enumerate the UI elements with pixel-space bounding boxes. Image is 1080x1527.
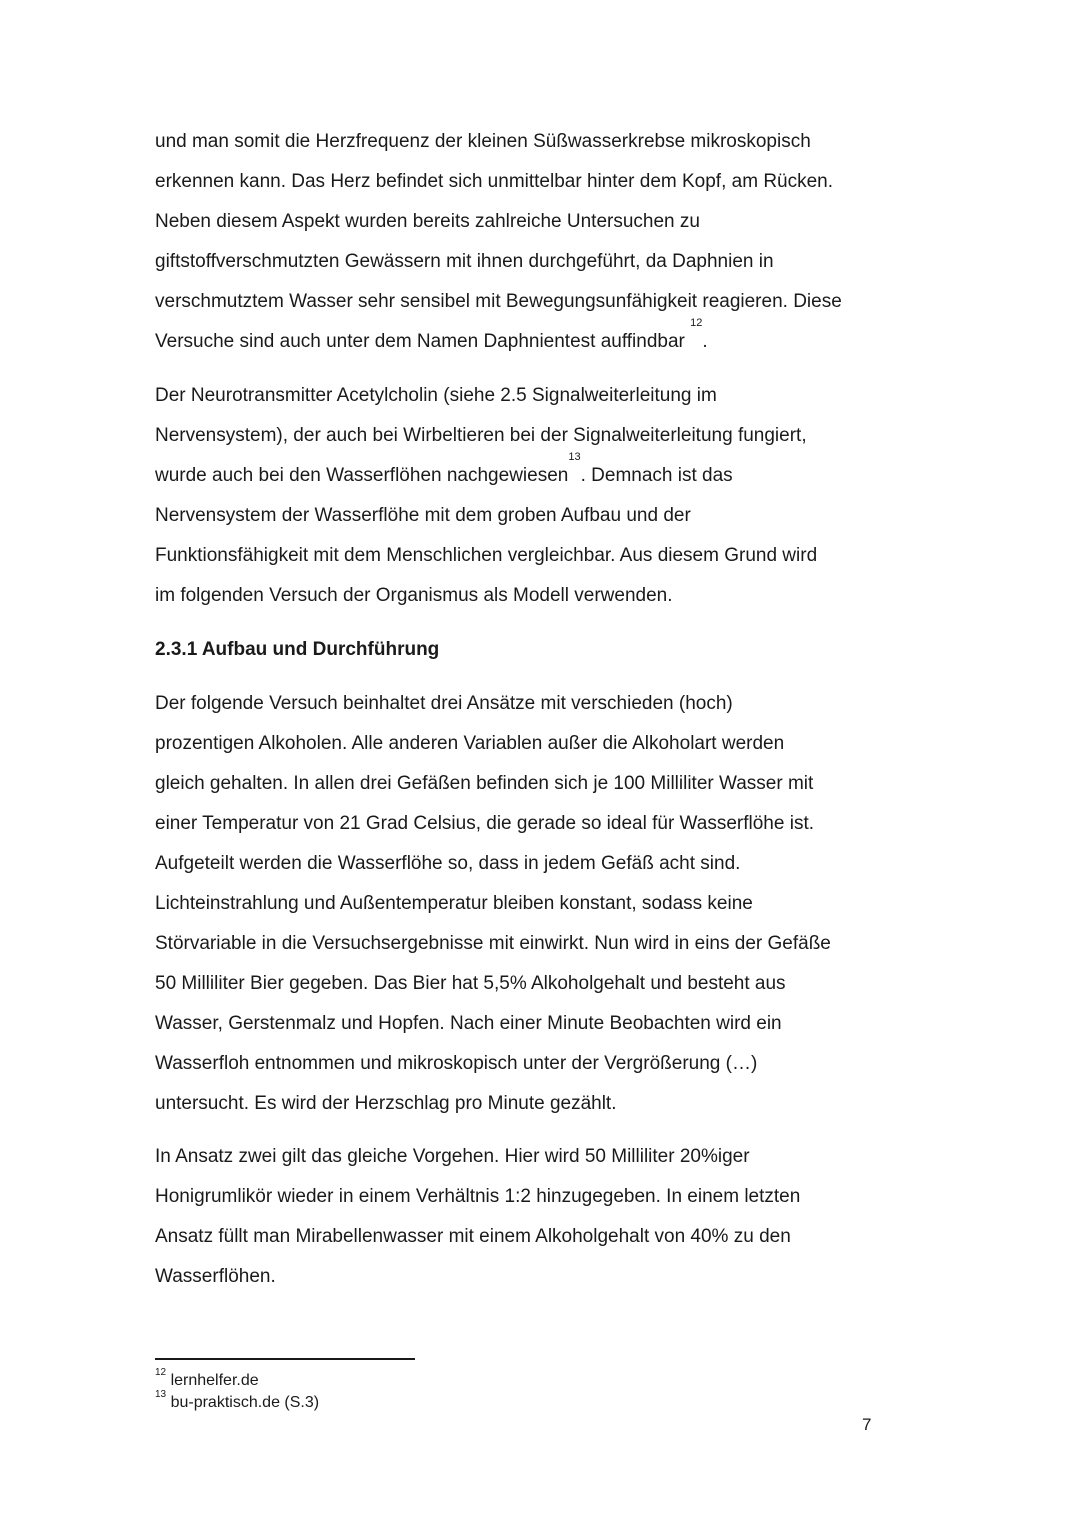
paragraph-acetylcholine (155, 376, 890, 616)
footnotes (155, 1367, 320, 1414)
text-line: Lichteinstrahlung und Außentemperatur bleiben konstant, sodass keine (155, 893, 753, 914)
text-line: Wasserfloh entnommen und mikroskopisch unter der Vergrößerung (…) (155, 1053, 758, 1074)
text-line: Nervensystem der Wasserflöhe mit dem groben Aufbau und der (155, 505, 691, 526)
text-line: Nervensystem), der auch bei Wirbeltieren bei der Signalweiterleitung fungiert, (155, 425, 807, 446)
text-line: Störvariable in die Versuchsergebnisse mit einwirkt. Nun wird in eins der Gefäße (155, 933, 831, 954)
text-line: prozentigen Alkoholen. Alle anderen Variablen außer die Alkoholart werden (155, 733, 785, 754)
text-line: untersucht. Es wird der Herzschlag pro Minute gezählt. (155, 1093, 617, 1114)
text-line: im folgenden Versuch der Organismus als Modell verwenden. (155, 585, 673, 606)
text-line: Ansatz füllt man Mirabellenwasser mit einem Alkoholgehalt von 40% zu den (155, 1226, 791, 1247)
text-line (155, 451, 890, 496)
section-heading: 2.3.1 Aufbau und Durchführung (155, 639, 440, 660)
paragraph-experiment-setup (155, 684, 890, 1124)
paragraph-further-batches (155, 1137, 890, 1297)
text-line: Wasser, Gerstenmalz und Hopfen. Nach einer Minute Beobachten wird ein (155, 1013, 782, 1034)
footnote-divider (155, 1358, 415, 1360)
footnote-reference[interactable]: 13 (568, 451, 581, 463)
text-line: erkennen kann. Das Herz befindet sich unmittelbar hinter dem Kopf, am Rücken. (155, 171, 834, 192)
text-line: einer Temperatur von 21 Grad Celsius, die gerade so ideal für Wasserflöhe ist. (155, 813, 814, 834)
text-segment: Versuche sind auch unter dem Namen Daphnientest auffindbar (155, 331, 691, 352)
text-line: Der Neurotransmitter Acetylcholin (siehe 2.5 Signalweiterleitung im (155, 385, 717, 406)
footnote-reference[interactable]: 12 (690, 317, 703, 329)
footnote-item (155, 1389, 320, 1414)
page-number: 7 (862, 1415, 872, 1434)
paragraph-daphnia-heart (155, 122, 890, 362)
text-line: Aufgeteilt werden die Wasserflöhe so, dass in jedem Gefäß acht sind. (155, 853, 741, 874)
footnote-text: bu-praktisch.de (S.3) (170, 1394, 320, 1411)
footnote-number: 13 (155, 1389, 167, 1400)
text-line: Wasserflöhen. (155, 1266, 276, 1287)
text-line: In Ansatz zwei gilt das gleiche Vorgehen. Hier wird 50 Milliliter 20%iger (155, 1146, 750, 1167)
text-line: Der folgende Versuch beinhaltet drei Ansätze mit verschieden (hoch) (155, 693, 733, 714)
text-line: 50 Milliliter Bier gegeben. Das Bier hat 5,5% Alkoholgehalt und besteht aus (155, 973, 786, 994)
text-segment: . Demnach ist das (580, 465, 733, 486)
text-line: Honigrumlikör wieder in einem Verhältnis 1:2 hinzugegeben. In einem letzten (155, 1186, 801, 1207)
text-line: Neben diesem Aspekt wurden bereits zahlreiche Untersuchen zu (155, 211, 700, 232)
text-line: Funktionsfähigkeit mit dem Menschlichen vergleichbar. Aus diesem Grund wird (155, 545, 818, 566)
footnote-number: 12 (155, 1367, 167, 1378)
footnote-text: lernhelfer.de (170, 1372, 259, 1389)
text-line: gleich gehalten. In allen drei Gefäßen befinden sich je 100 Milliliter Wasser mit (155, 773, 814, 794)
text-segment: . (702, 331, 708, 352)
text-line (155, 317, 890, 362)
text-line: und man somit die Herzfrequenz der kleinen Süßwasserkrebse mikroskopisch (155, 131, 811, 152)
text-segment: wurde auch bei den Wasserflöhen nachgewiesen (155, 465, 569, 486)
footnote-item (155, 1367, 319, 1392)
text-line: verschmutztem Wasser sehr sensibel mit Bewegungsunfähigkeit reagieren. Diese (155, 291, 842, 312)
text-line: giftstoffverschmutzten Gewässern mit ihnen durchgeführt, da Daphnien in (155, 251, 774, 272)
